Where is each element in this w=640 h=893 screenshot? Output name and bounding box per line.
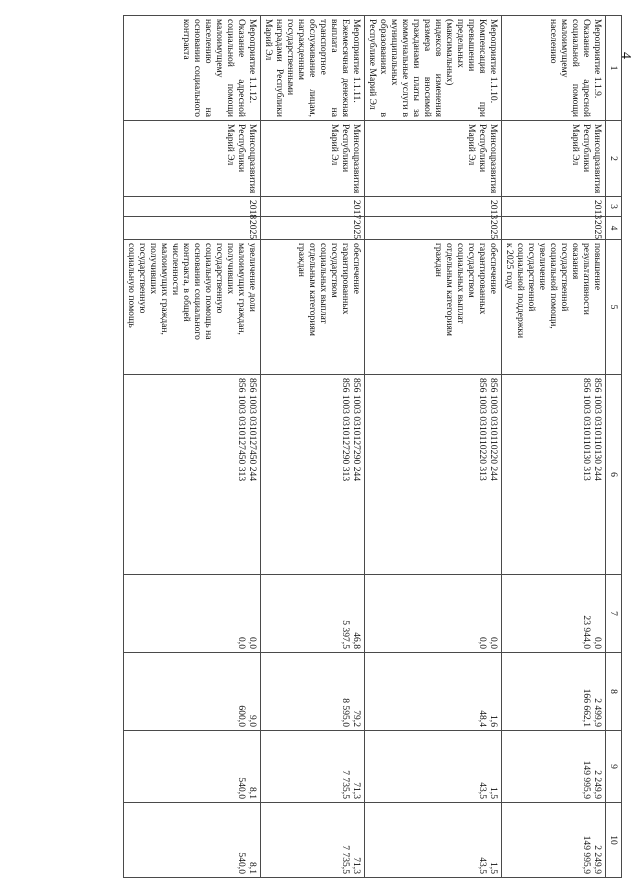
amount-cell: 0,0 23 944,0 — [502, 575, 606, 653]
amount-cell: 1,6 48,4 — [365, 653, 502, 731]
table-row — [124, 16, 261, 878]
column-header: 6 — [606, 375, 622, 575]
start-year-cell: 2013 — [365, 197, 502, 217]
measure-name-cell: Мероприятие 1.1.11. Ежемесячная денежная выплата на транспортное обслуживание лицам, награжденным государственными наградами Республики Марий Эл — [261, 16, 365, 121]
program-measures-table — [123, 15, 622, 878]
expected-result-cell: обеспечение гарантированных государством социальных выплат отдельным категориям граждан — [261, 240, 365, 375]
table-row — [261, 16, 365, 878]
executor-cell: Минсоцразвития Республики Марий Эл — [261, 121, 365, 197]
column-header: 7 — [606, 575, 622, 653]
column-header: 1 — [606, 16, 622, 121]
amount-cell: 46,8 5 397,5 — [261, 575, 365, 653]
amount-cell: 2 249,9 149 995,9 — [502, 803, 606, 878]
amount-cell: 79,2 8 595,0 — [261, 653, 365, 731]
executor-cell: Минсоцразвития Республики Марий Эл — [502, 121, 606, 197]
column-header: 10 — [606, 803, 622, 878]
expected-result-cell: обеспечение гарантированных государством социальных выплат отдельным категориям граждан — [365, 240, 502, 375]
column-header: 8 — [606, 653, 622, 731]
measure-name-cell: Мероприятие 1.1.10. Компенсация при превышении предельных (максимальных) индексов изменения размера вносимой гражданами платы за коммунальные услуги в муниципальных образованиях в Республике Марий Эл — [365, 16, 502, 121]
table-row — [502, 16, 606, 878]
column-header: 4 — [606, 217, 622, 240]
executor-cell: Минсоцразвития Республики Марий Эл — [365, 121, 502, 197]
measure-name-cell: Мероприятие 1.1.9. Оказание адресной социальной помощи малоимущему населению — [502, 16, 606, 121]
amount-cell: 8,1 540,0 — [124, 803, 261, 878]
expected-result-cell: повышение результативности оказания государственной социальной помощи, увеличение государственной социальной поддержки к 2025 году — [502, 240, 606, 375]
expected-result-cell: увеличение доли малоимущих граждан, получивших государственную социальную помощь на основании социального контракта, в общей численности малоимущих граждан, получивших государственную социальную помощь — [124, 240, 261, 375]
budget-code-cell: 856 1003 0310127450 244 856 1003 0310127450 313 — [124, 375, 261, 575]
amount-cell: 1,5 43,5 — [365, 803, 502, 878]
amount-cell: 0,0 0,0 — [365, 575, 502, 653]
amount-cell: 71,3 7 735,5 — [261, 803, 365, 878]
column-header: 2 — [606, 121, 622, 197]
amount-cell: 71,3 7 735,5 — [261, 731, 365, 803]
column-header: 3 — [606, 197, 622, 217]
amount-cell: 9,0 600,0 — [124, 653, 261, 731]
amount-cell: 1,5 43,5 — [365, 731, 502, 803]
column-header: 5 — [606, 240, 622, 375]
end-year-cell: 2025 — [502, 217, 606, 240]
end-year-cell: 2025 — [124, 217, 261, 240]
amount-cell: 2 499,9 166 662,1 — [502, 653, 606, 731]
start-year-cell: 2013 — [502, 197, 606, 217]
budget-code-cell: 856 1003 0310127290 244 856 1003 0310127290 313 — [261, 375, 365, 575]
column-header: 9 — [606, 731, 622, 803]
measure-name-cell: Мероприятие 1.1.12. Оказание адресной социальной помощи малоимущему населению на основании социального контракта — [124, 16, 261, 121]
column-number-row — [606, 16, 622, 878]
amount-cell: 8,1 540,0 — [124, 731, 261, 803]
start-year-cell: 2018 — [124, 197, 261, 217]
budget-code-cell: 856 1003 0310110220 244 856 1003 0310110220 313 — [365, 375, 502, 575]
table-row — [365, 16, 502, 878]
budget-code-cell: 856 1003 0310110130 244 856 1003 0310110130 313 — [502, 375, 606, 575]
executor-cell: Минсоцразвития Республики Марий Эл — [124, 121, 261, 197]
amount-cell: 2 249,9 149 995,9 — [502, 731, 606, 803]
start-year-cell: 2017 — [261, 197, 365, 217]
end-year-cell: 2025 — [365, 217, 502, 240]
page-number: 4 — [618, 52, 633, 59]
amount-cell: 0,0 0,0 — [124, 575, 261, 653]
end-year-cell: 2025 — [261, 217, 365, 240]
